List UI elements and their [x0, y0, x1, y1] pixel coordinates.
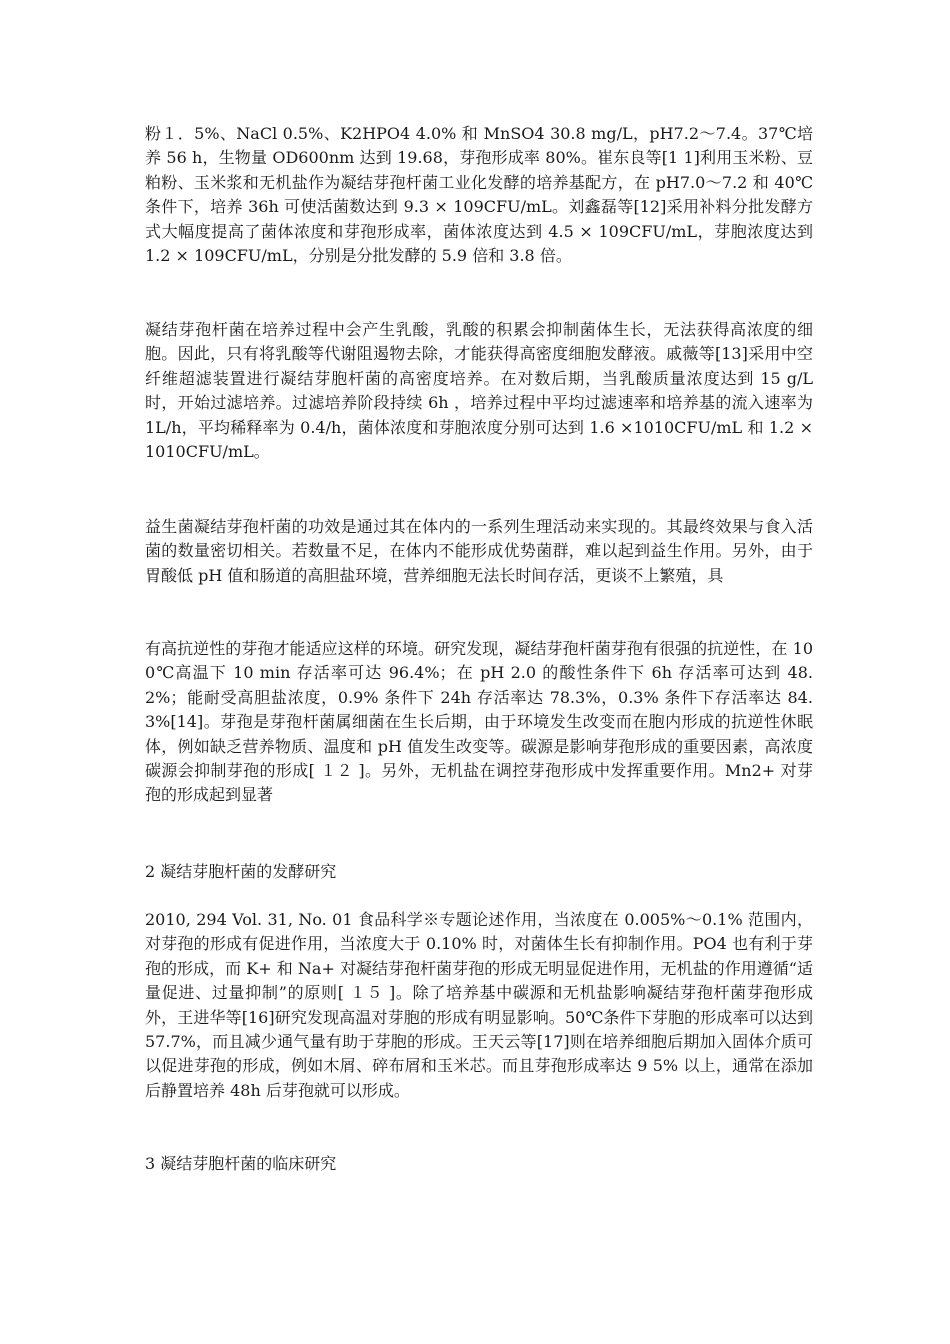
- paragraph-inorganic-salts: 2010, 294 Vol. 31, No. 01 食品科学※专题论述作用，当浓度在 0.005%～0.1% 范围内，对芽孢的形成有促进作用，当浓度大于 0.10% 时，对菌体生长有抑制作用。PO4 也有利于芽孢的形成，而 K+ 和 Na+ 对凝结芽孢杆菌芽孢的形成无明显促进作用，无机盐的作用遵循“适量促进、过量抑制”的原则[ １５ ]。除了培养基中碳源和无机盐影响凝结芽孢杆菌芽孢形成外，王进华等[16]研究发现高温对芽胞的形成有明显影响。50℃条件下芽胞的形成率可以达到 57.7%，而且减少通气量有助于芽胞的形成。王天云等[17]则在培养细胞后期加入固体介质可以促进芽孢的形成，例如木屑、碎布屑和玉米芯。而且芽孢形成率达 9 5% 以上，通常在添加后静置培养 48h 后芽孢就可以形成。: [145, 910, 813, 1100]
- section-heading-fermentation: 2 凝结芽胞杆菌的发酵研究: [145, 862, 337, 881]
- section-heading-clinical: 3 凝结芽胞杆菌的临床研究: [145, 1154, 337, 1173]
- paragraph-sporulation-medium: 粉１．5%、NaCl 0.5%、K2HPO4 4.0% 和 MnSO4 30.8 mg/L，pH7.2～7.4。37℃培养 56 h，生物量 OD600nm 达到 19.68，芽孢形成率 80%。崔东良等[1 1]利用玉米粉、豆粕粉、玉米浆和无机盐作为凝结芽孢杆菌工业化发酵的培养基配方，在 pH7.0～7.2 和 40℃条件下，培养 36h 可使活菌数达到 9.3 × 109CFU/mL。刘鑫磊等[12]采用补料分批发酵方式大幅度提高了菌体浓度和芽孢形成率，菌体浓度达到 4.5 × 109CFU/mL，芽胞浓度达到 1.2 × 109CFU/mL，分别是分批发酵的 5.9 倍和 3.8 倍。: [145, 124, 813, 266]
- paragraph-high-density-culture: 凝结芽孢杆菌在培养过程中会产生乳酸，乳酸的积累会抑制菌体生长，无法获得高浓度的细胞。因此，只有将乳酸等代谢阻遏物去除，才能获得高密度细胞发酵液。戚薇等[13]采用中空纤维超滤装置进行凝结芽胞杆菌的高密度培养。在对数后期，当乳酸质量浓度达到 15 g/L 时，开始过滤培养。过滤培养阶段持续 6h ，培养过程中平均过滤速率和培养基的流入速率为 1L/h，平均稀释率为 0.4/h，菌体浓度和芽胞浓度分别可达到 1.6 ×1010CFU/mL 和 1.2 × 1010CFU/mL。: [145, 320, 813, 462]
- paragraph-spore-resistance: 有高抗逆性的芽孢才能适应这样的环境。研究发现，凝结芽孢杆菌芽孢有很强的抗逆性，在 100℃高温下 10 min 存活率可达 96.4%；在 pH 2.0 的酸性条件下 6h 存活率可达到 48.2%；能耐受高胆盐浓度，0.9% 条件下 24h 存活率达 78.3%，0.3% 条件下存活率达 84.3%[14]。芽孢是芽孢杆菌属细菌在生长后期，由于环境发生改变而在胞内形成的抗逆性休眠体，例如缺乏营养物质、温度和 pH 值发生改变等。碳源是影响芽孢形成的重要因素，高浓度碳源会抑制芽孢的形成[ １２ ]。另外，无机盐在调控芽孢形成中发挥重要作用。Mn2+ 对芽孢的形成起到显著: [145, 639, 813, 805]
- paragraph-probiotic-efficacy: 益生菌凝结芽孢杆菌的功效是通过其在体内的一系列生理活动来实现的。其最终效果与食入活菌的数量密切相关。若数量不足，在体内不能形成优势菌群，难以起到益生作用。另外，由于胃酸低 pH 值和肠道的高胆盐环境，营养细胞无法长时间存活，更谈不上繁殖，具: [145, 517, 813, 585]
